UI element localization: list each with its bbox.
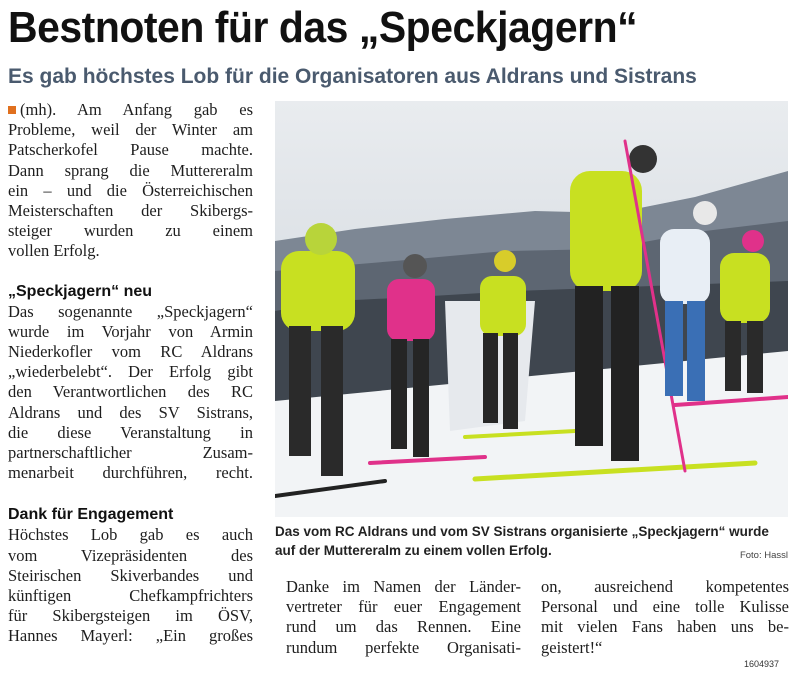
intro-line: vollen Erfolg. bbox=[8, 241, 100, 261]
section2-line: vom Vizepräsidenten des bbox=[8, 545, 253, 565]
text-column-4 bbox=[541, 577, 789, 658]
section2-line: künftigen Chefkampfrichters bbox=[8, 586, 253, 606]
section1-line: wurde im Vorjahr von Armin bbox=[8, 321, 253, 341]
section2-line: für Skibergsteigen im ÖSV, bbox=[8, 606, 253, 626]
column4-line: mit vielen Fans haben uns be- bbox=[541, 617, 789, 637]
section2-line: Höchstes Lob gab es auch bbox=[8, 525, 253, 545]
ski-mountaineers-illustration bbox=[275, 101, 788, 517]
text-column-1 bbox=[8, 100, 253, 647]
section1-line: den Verantwortlichen des RC bbox=[8, 382, 253, 402]
section1-line: die diese Veranstaltung in bbox=[8, 422, 253, 442]
column4-line: Personal und eine tolle Kulisse bbox=[541, 597, 789, 617]
intro-line: Patscherkofel Pause machte. bbox=[8, 140, 253, 160]
intro-line: (mh). Am Anfang gab es bbox=[8, 100, 253, 120]
section-heading-speckjagern: „Speckjagern“ neu bbox=[8, 282, 153, 300]
intro-line: Dann sprang die Muttereralm bbox=[8, 160, 253, 180]
section1-line: Niederkofler vom RC Aldrans bbox=[8, 342, 253, 362]
column3-line: Danke im Namen der Länder- bbox=[286, 577, 521, 596]
section1-line: Das sogenannte „Speckjagern“ bbox=[8, 301, 253, 321]
section1-line: partnerschaftlicher Zusam- bbox=[8, 443, 253, 463]
intro-line: ein – und die Österreichischen bbox=[8, 180, 253, 200]
column3-line: rund um das Rennen. Eine bbox=[286, 617, 521, 637]
section1-line: menarbeit durchführen, recht. bbox=[8, 463, 253, 483]
section2-line: Hannes Mayerl: „Ein großes bbox=[8, 626, 253, 646]
section1-line: Aldrans und des SV Sistrans, bbox=[8, 402, 253, 422]
race-photo bbox=[275, 101, 788, 517]
column4-line: geistert!“ bbox=[541, 637, 603, 657]
section-heading-dank: Dank für Engagement bbox=[8, 506, 174, 524]
column3-line: vertreter für euer Engagement bbox=[286, 597, 521, 617]
column3-line: rundum perfekte Organisati- bbox=[286, 637, 521, 657]
photo-caption bbox=[275, 522, 788, 565]
bullet-marker-icon bbox=[8, 106, 16, 114]
column4-line: on, ausreichend kompetentes bbox=[541, 577, 789, 596]
photo-credit: Foto: Hassl bbox=[739, 550, 788, 561]
caption-text: Das vom RC Aldrans und vom SV Sistrans organisierte „Speckjagern“ wurde auf der Muttereralm zu einem vollen Erfolg. bbox=[275, 524, 769, 558]
text-column-3 bbox=[286, 577, 521, 658]
subheadline: Es gab höchstes Lob für die Organisatoren aus Aldrans und Sistrans bbox=[8, 65, 697, 88]
section1-line: „wiederbelebt“. Der Erfolg gibt bbox=[8, 362, 253, 382]
section2-line: Steirischen Skiverbandes und bbox=[8, 565, 253, 585]
intro-line: steiger wurden zu einem bbox=[8, 221, 253, 241]
headline: Bestnoten für das „Speckjagern“ bbox=[8, 3, 638, 52]
reference-code: 1604937 bbox=[744, 659, 780, 669]
intro-line: Probleme, weil der Winter am bbox=[8, 120, 253, 140]
intro-line: Meisterschaften der Skibergs- bbox=[8, 201, 253, 221]
